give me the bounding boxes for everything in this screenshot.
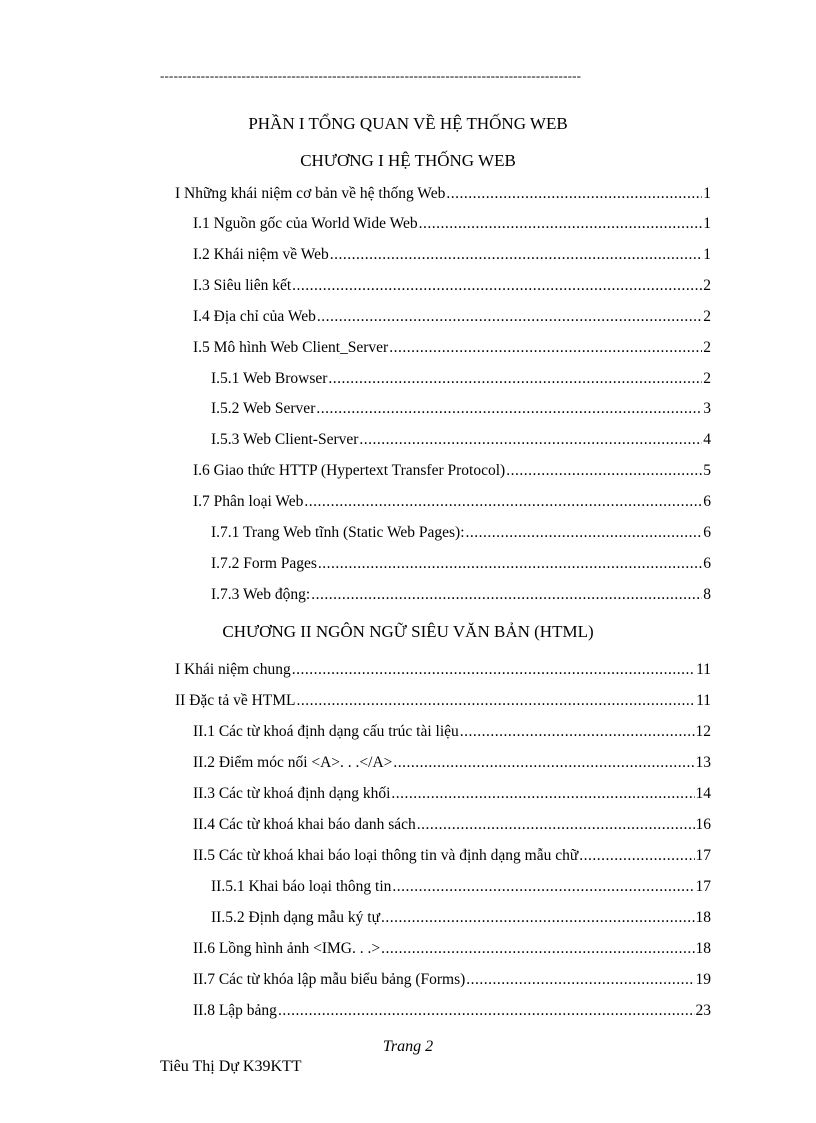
author-footer: Tiêu Thị Dự K39KTT: [160, 1058, 302, 1075]
toc-entry-page: 14: [695, 785, 711, 802]
toc-entry[interactable]: [193, 970, 711, 990]
toc-entry[interactable]: [211, 399, 711, 419]
toc-entry-page: 16: [695, 816, 711, 833]
toc-entry[interactable]: [193, 1001, 711, 1021]
toc-entry-label: I.7 Phân loại Web: [193, 493, 304, 510]
toc-entry[interactable]: [211, 554, 711, 574]
toc-entry[interactable]: [211, 908, 711, 928]
toc-entry-page: 17: [695, 847, 711, 864]
toc-entry-label: I.7.1 Trang Web tĩnh (Static Web Pages):: [211, 524, 465, 541]
toc-entry-page: 1: [703, 185, 711, 202]
toc-entry[interactable]: [175, 184, 711, 204]
toc-entry-page: 17: [695, 878, 711, 895]
toc-entry-page: 11: [696, 661, 711, 678]
toc-entry-page: 12: [695, 723, 711, 740]
toc-entry-page: 8: [703, 586, 711, 603]
toc-entry-label: II.1 Các từ khoá định dạng cấu trúc tài liệu: [193, 723, 459, 740]
chapter-1-title: CHƯƠNG I HỆ THỐNG WEB: [300, 151, 516, 170]
toc-entry-label: I.6 Giao thức HTTP (Hypertext Transfer Protocol): [193, 462, 506, 479]
toc-entry[interactable]: [175, 691, 711, 711]
page-number: Trang 2: [382, 1038, 434, 1055]
toc-entry[interactable]: [193, 214, 711, 234]
toc-entry-label: II.5 Các từ khoá khai báo loại thông tin và định dạng mẫu chữ: [193, 847, 579, 864]
toc-entry[interactable]: [211, 369, 711, 389]
toc-entry-page: 2: [703, 339, 711, 356]
toc-entry-label: II.7 Các từ khóa lập mẫu biểu bảng (Forms): [193, 971, 466, 988]
toc-entry[interactable]: [193, 492, 711, 512]
toc-entry-label: I.1 Nguồn gốc của World Wide Web: [193, 215, 418, 232]
toc-entry-page: 4: [703, 431, 711, 448]
chapter-2-title: CHƯƠNG II NGÔN NGỮ SIÊU VĂN BẢN (HTML): [222, 622, 594, 641]
toc-entry[interactable]: [211, 585, 711, 605]
toc-entry-label: I.5.2 Web Server: [211, 400, 316, 417]
toc-entry-page: 19: [695, 971, 711, 988]
toc-entry-label: I.3 Siêu liên kết: [193, 277, 292, 294]
toc-entry[interactable]: [193, 722, 711, 742]
toc-entry-page: 5: [703, 462, 711, 479]
toc-entry[interactable]: [211, 523, 711, 543]
toc-entry-page: 1: [703, 246, 711, 263]
part-title: PHẦN I TỔNG QUAN VỀ HỆ THỐNG WEB: [248, 114, 568, 133]
toc-entry[interactable]: [193, 245, 711, 265]
toc-entry-label: II.4 Các từ khoá khai báo danh sách: [193, 816, 416, 833]
toc-entry[interactable]: [193, 939, 711, 959]
toc-entry[interactable]: [193, 784, 711, 804]
top-dashed-rule: ---------------------------------------------------------------------------------------------: [160, 68, 582, 83]
toc-entry-page: 6: [703, 555, 711, 572]
toc-entry[interactable]: [211, 430, 711, 450]
toc-entry-page: 11: [696, 692, 711, 709]
toc-entry-label: II.5.1 Khai báo loại thông tin: [211, 878, 392, 895]
toc-entry[interactable]: [193, 276, 711, 296]
toc-entry-label: I Khái niệm chung: [175, 661, 291, 678]
toc-entry[interactable]: [193, 846, 711, 866]
toc-entry[interactable]: [193, 461, 711, 481]
toc-entry-page: 2: [703, 308, 711, 325]
toc-entry-label: I.5.3 Web Client-Server: [211, 431, 359, 448]
toc-entry-label: I.4 Địa chỉ của Web: [193, 308, 316, 325]
toc-entry-label: II Đặc tả về HTML: [175, 692, 296, 709]
toc-entry-label: I.2 Khái niệm về Web: [193, 246, 329, 263]
toc-entry-label: II.5.2 Định dạng mẫu ký tự: [211, 909, 380, 926]
toc-entry[interactable]: [193, 307, 711, 327]
toc-entry-label: I.5 Mô hình Web Client_Server: [193, 339, 389, 356]
toc-entry-label: II.3 Các từ khoá định dạng khối: [193, 785, 391, 802]
toc-entry-label: II.2 Điểm móc nối <A>. . .</A>: [193, 754, 393, 771]
toc-entry-page: 23: [695, 1002, 711, 1019]
toc-entry-label: II.6 Lồng hình ảnh <IMG. . .>: [193, 940, 381, 957]
toc-entry-label: I.7.2 Form Pages: [211, 555, 317, 572]
toc-entry-page: 1: [703, 215, 711, 232]
toc-entry-label: I.5.1 Web Browser: [211, 370, 328, 387]
toc-entry[interactable]: [193, 338, 711, 358]
toc-entry-label: I Những khái niệm cơ bản về hệ thống Web: [175, 185, 446, 202]
toc-entry-page: 13: [695, 754, 711, 771]
toc-entry-page: 18: [695, 909, 711, 926]
toc-entry-page: 6: [703, 524, 711, 541]
toc-entry[interactable]: [193, 815, 711, 835]
toc-entry[interactable]: [193, 753, 711, 773]
toc-entry-page: 2: [703, 370, 711, 387]
toc-entry[interactable]: [211, 877, 711, 897]
toc-entry-label: I.7.3 Web động:: [211, 586, 311, 603]
toc-entry[interactable]: [175, 660, 711, 680]
toc-entry-page: 18: [695, 940, 711, 957]
toc-entry-page: 2: [703, 277, 711, 294]
toc-entry-page: 3: [703, 400, 711, 417]
toc-entry-label: II.8 Lập bảng: [193, 1002, 277, 1019]
toc-entry-page: 6: [703, 493, 711, 510]
